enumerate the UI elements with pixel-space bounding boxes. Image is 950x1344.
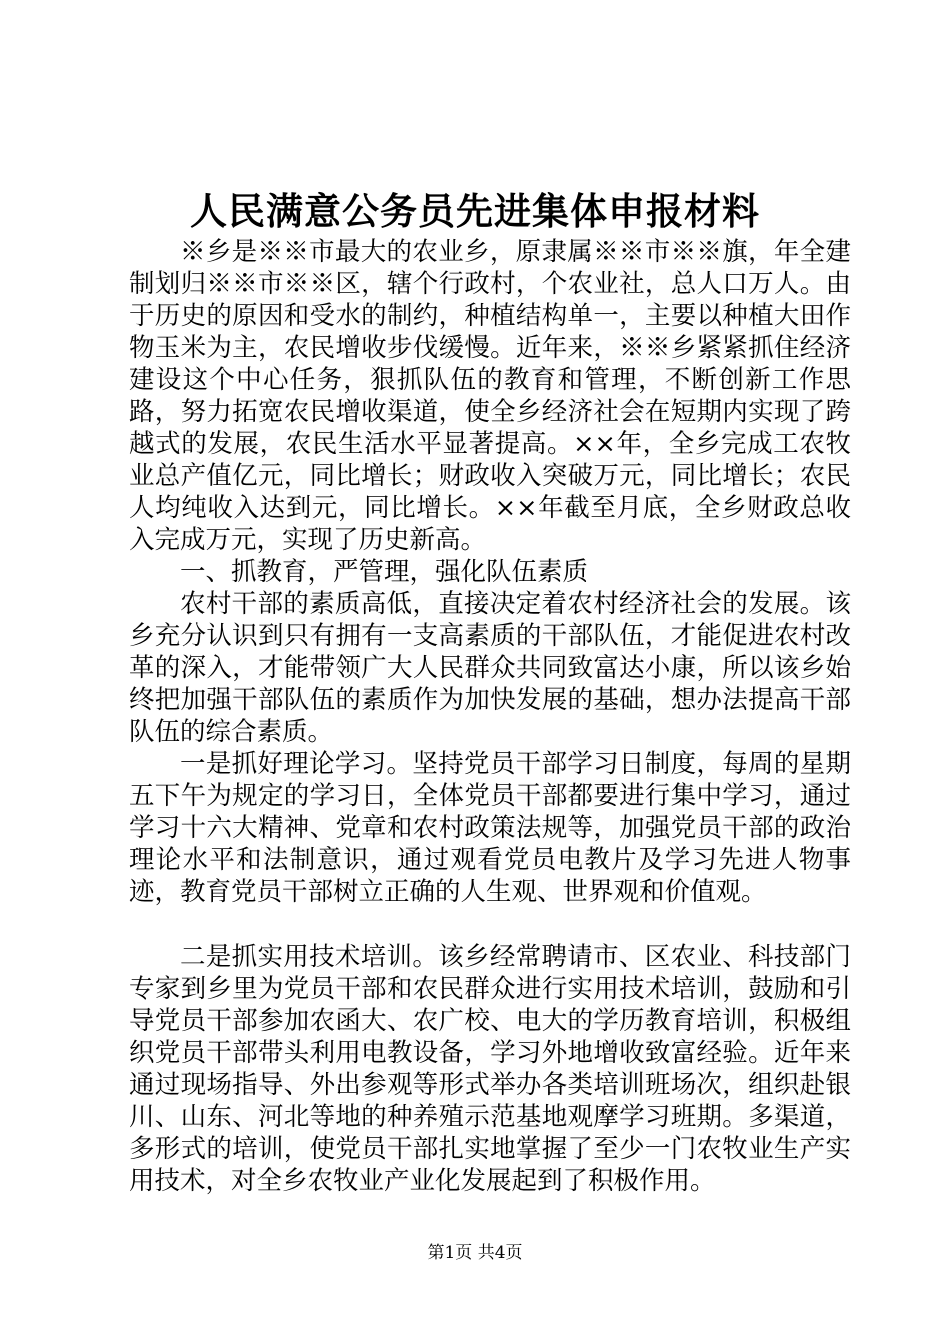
document-title: 人民满意公务员先进集体申报材料: [190, 189, 760, 233]
page-number-footer: 第1页 共4页: [427, 1243, 523, 1263]
paragraph-intro: ※乡是※※市最大的农业乡，原隶属※※市※※旗，年全建制划归※※市※※区，辖个行政村，个农业社，总人口万人。由于历史的原因和受水的制约，种植结构单一，主要以种植大田作物玉米为主，农民增收步伐缓慢。近年来，※※乡紧紧抓住经济建设这个中心任务，狠抓队伍的教育和管理，不断创新工作思路，努力拓宽农民增收渠道，使全乡经济社会在短期内实现了跨越式的发展，农民生活水平显著提高。××年，全乡完成工农牧业总产值亿元，同比增长；财政收入突破万元，同比增长；农民人均纯收入达到元，同比增长。××年截至月底，全乡财政总收入完成万元，实现了历史新高。: [129, 237, 851, 555]
document-body: [129, 236, 851, 1197]
paragraph-section-intro: 农村干部的素质高低，直接决定着农村经济社会的发展。该乡充分认识到只有拥有一支高素质的干部队伍，才能促进农村改革的深入，才能带领广大人民群众共同致富达小康，所以该乡始终把加强干部队伍的素质作为加快发展的基础，想办法提高干部队伍的综合素质。: [129, 589, 851, 747]
paragraph-technical-training: 二是抓实用技术培训。该乡经常聘请市、区农业、科技部门专家到乡里为党员干部和农民群众进行实用技术培训，鼓励和引导党员干部参加农函大、农广校、电大的学历教育培训，积极组织党员干部带头利用电教设备，学习外地增收致富经验。近年来通过现场指导、外出参观等形式举办各类培训班场次，组织赴银川、山东、河北等地的种养殖示范基地观摩学习班期。多渠道，多形式的培训，使党员干部扎实地掌握了至少一门农牧业生产实用技术，对全乡农牧业产业化发展起到了积极作用。: [129, 942, 851, 1196]
paragraph-theory-study: 一是抓好理论学习。坚持党员干部学习日制度，每周的星期五下午为规定的学习日，全体党员干部都要进行集中学习，通过学习十六大精神、党章和农村政策法规等，加强党员干部的政治理论水平和法制意识，通过观看党员电教片及学习先进人物事迹，教育党员干部树立正确的人生观、世界观和价值观。: [129, 749, 851, 907]
section-heading: 一、抓教育，严管理，强化队伍素质: [180, 557, 589, 587]
